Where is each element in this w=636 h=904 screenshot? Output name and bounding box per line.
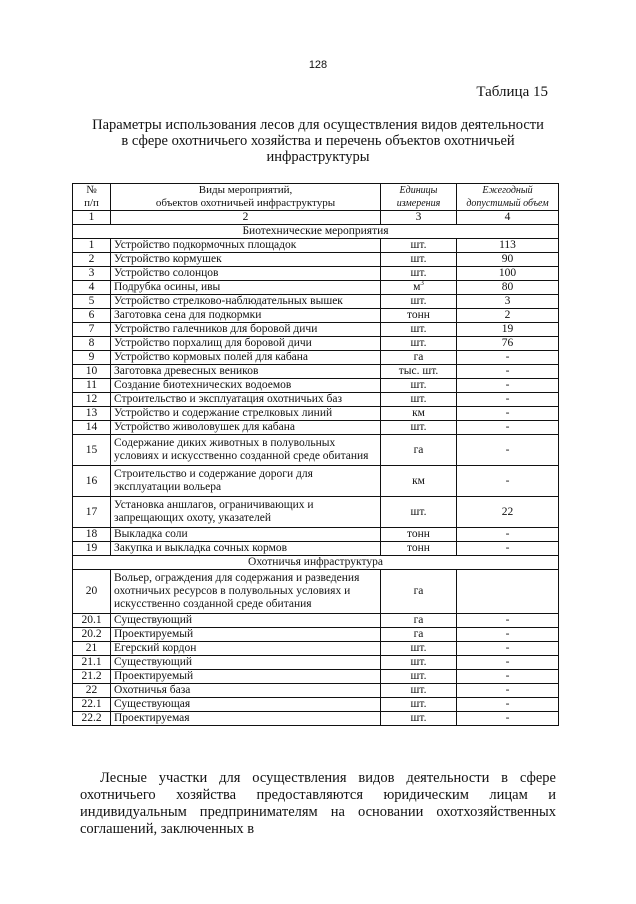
unit-text: тонн xyxy=(407,309,430,321)
header-text: допустимый объем xyxy=(466,198,549,209)
table-row xyxy=(73,670,559,684)
annual-volume: - xyxy=(457,656,559,670)
row-number: 15 xyxy=(73,435,111,466)
body-paragraph: Лесные участки для осуществления видов деятельности в сфере охотничьего хозяйства предоставляются юридическим лицам и индивидуальным предпринимателям на основании охотхозяйственных соглашений, заключенных в xyxy=(80,770,556,837)
unit-text: км xyxy=(412,407,425,419)
unit-text: шт. xyxy=(410,267,427,279)
activity-name-line: искусственно созданной среде обитания xyxy=(114,598,312,610)
unit-text: шт. xyxy=(410,323,427,335)
row-number: 18 xyxy=(73,528,111,542)
unit-text: шт. xyxy=(410,295,427,307)
column-number: 3 xyxy=(381,211,457,225)
row-number: 5 xyxy=(73,295,111,309)
annual-volume: - xyxy=(457,393,559,407)
annual-volume: - xyxy=(457,542,559,556)
table-row xyxy=(73,656,559,670)
row-number: 17 xyxy=(73,497,111,528)
unit: шт. xyxy=(381,698,457,712)
unit: шт. xyxy=(381,656,457,670)
activity-name: Заготовка сена для подкормки xyxy=(111,309,381,323)
header-row xyxy=(73,184,559,211)
annual-volume: 19 xyxy=(457,323,559,337)
unit-text: га xyxy=(413,351,424,363)
table-row xyxy=(73,393,559,407)
row-number: 14 xyxy=(73,421,111,435)
section-row xyxy=(73,556,559,570)
table-row xyxy=(73,351,559,365)
activity-name-line: Установка аншлагов, ограничивающих и xyxy=(114,499,314,511)
annual-volume: - xyxy=(457,614,559,628)
caption-line: Параметры использования лесов для осуществления видов деятельности xyxy=(92,117,544,133)
annual-volume: - xyxy=(457,379,559,393)
unit: га xyxy=(381,628,457,642)
unit-text: шт. xyxy=(410,239,427,251)
activity-name: Устройство кормовых полей для кабана xyxy=(111,351,381,365)
unit-text: шт. xyxy=(410,393,427,405)
unit xyxy=(381,267,457,281)
annual-volume: 80 xyxy=(457,281,559,295)
column-number: 1 xyxy=(73,211,111,225)
row-number: 22.2 xyxy=(73,712,111,726)
table-row xyxy=(73,337,559,351)
unit xyxy=(381,309,457,323)
unit-text: м xyxy=(413,281,421,293)
activity-name-line: условиях и искусственно созданной среде обитания xyxy=(114,450,369,462)
header-text: Виды мероприятий, xyxy=(198,184,293,196)
table-label: Таблица 15 xyxy=(476,84,548,100)
activity-name-line: охотничьих ресурсов в полувольных условиях и xyxy=(114,585,351,597)
unit: шт. xyxy=(381,712,457,726)
annual-volume: - xyxy=(457,407,559,421)
annual-volume: - xyxy=(457,421,559,435)
caption-line: инфраструктуры xyxy=(266,149,370,165)
table-row xyxy=(73,323,559,337)
activity-name: Егерский кордон xyxy=(111,642,381,656)
header-volume xyxy=(457,184,559,211)
unit: га xyxy=(381,614,457,628)
table-row xyxy=(73,253,559,267)
row-number: 21 xyxy=(73,642,111,656)
column-number: 4 xyxy=(457,211,559,225)
unit: шт. xyxy=(381,497,457,528)
row-number: 16 xyxy=(73,466,111,497)
activity-name: Существующий xyxy=(111,656,381,670)
column-number-row xyxy=(73,211,559,225)
section-title: Биотехнические мероприятия xyxy=(73,225,559,239)
row-number: 22.1 xyxy=(73,698,111,712)
row-number: 9 xyxy=(73,351,111,365)
activity-name: Устройство подкормочных площадок xyxy=(111,239,381,253)
table-row xyxy=(73,407,559,421)
activity-name: Строительство и эксплуатация охотничьих баз xyxy=(111,393,381,407)
unit-superscript: 3 xyxy=(420,279,424,288)
row-number: 10 xyxy=(73,365,111,379)
unit xyxy=(381,379,457,393)
unit xyxy=(381,295,457,309)
unit: км xyxy=(381,466,457,497)
unit: тонн xyxy=(381,542,457,556)
annual-volume: 100 xyxy=(457,267,559,281)
activity-name-line: Вольер, ограждения для содержания и разведения xyxy=(114,572,360,584)
row-number: 6 xyxy=(73,309,111,323)
table-row xyxy=(73,365,559,379)
unit-text: шт. xyxy=(410,421,427,433)
unit-text: шт. xyxy=(410,379,427,391)
table-row xyxy=(73,712,559,726)
unit: шт. xyxy=(381,670,457,684)
activity-name xyxy=(111,570,381,614)
activity-name: Подрубка осины, ивы xyxy=(111,281,381,295)
annual-volume: - xyxy=(457,642,559,656)
table-row xyxy=(73,267,559,281)
annual-volume: - xyxy=(457,628,559,642)
activity-name: Существующий xyxy=(111,614,381,628)
unit-text: тыс. шт. xyxy=(398,365,439,377)
activity-name: Существующая xyxy=(111,698,381,712)
header-number xyxy=(73,184,111,211)
annual-volume: - xyxy=(457,365,559,379)
table-row xyxy=(73,542,559,556)
unit xyxy=(381,365,457,379)
row-number: 11 xyxy=(73,379,111,393)
table-row xyxy=(73,642,559,656)
activity-name: Устройство и содержание стрелковых линий xyxy=(111,407,381,421)
activity-name: Устройство порхалищ для боровой дичи xyxy=(111,337,381,351)
table-row xyxy=(73,466,559,497)
caption-line: в сфере охотничьего хозяйства и перечень объектов охотничьей xyxy=(121,133,515,149)
table-caption xyxy=(70,117,566,165)
header-text: № xyxy=(86,184,97,196)
header-activity xyxy=(111,184,381,211)
annual-volume: - xyxy=(457,528,559,542)
row-number: 12 xyxy=(73,393,111,407)
annual-volume: 113 xyxy=(457,239,559,253)
row-number: 1 xyxy=(73,239,111,253)
table-row xyxy=(73,684,559,698)
row-number: 19 xyxy=(73,542,111,556)
unit: шт. xyxy=(381,642,457,656)
page-number: 128 xyxy=(308,59,328,71)
activity-name: Закупка и выкладка сочных кормов xyxy=(111,542,381,556)
header-text: объектов охотничьей инфраструктуры xyxy=(155,197,336,209)
header-text: п/п xyxy=(84,197,99,209)
unit: га xyxy=(381,570,457,614)
activity-name xyxy=(111,435,381,466)
unit xyxy=(381,239,457,253)
table-row xyxy=(73,614,559,628)
annual-volume xyxy=(457,570,559,614)
unit xyxy=(381,281,457,295)
table-row xyxy=(73,281,559,295)
activity-name xyxy=(111,466,381,497)
unit-text: шт. xyxy=(410,337,427,349)
annual-volume: - xyxy=(457,698,559,712)
unit xyxy=(381,323,457,337)
annual-volume: 2 xyxy=(457,309,559,323)
table-row xyxy=(73,570,559,614)
table-row xyxy=(73,379,559,393)
unit-text: шт. xyxy=(410,253,427,265)
unit xyxy=(381,407,457,421)
annual-volume: - xyxy=(457,712,559,726)
activity-name-line: Содержание диких животных в полувольных xyxy=(114,437,336,449)
table-row xyxy=(73,239,559,253)
table-row xyxy=(73,698,559,712)
row-number: 21.2 xyxy=(73,670,111,684)
activity-name-line: эксплуатации вольера xyxy=(114,481,222,493)
activity-name: Заготовка древесных веников xyxy=(111,365,381,379)
activity-name-line: Строительство и содержание дороги для xyxy=(114,468,313,480)
header-text: измерения xyxy=(396,198,441,209)
table-row xyxy=(73,309,559,323)
section-title: Охотничья инфраструктура xyxy=(73,556,559,570)
activity-name: Устройство кормушек xyxy=(111,253,381,267)
annual-volume: 76 xyxy=(457,337,559,351)
row-number: 20.1 xyxy=(73,614,111,628)
row-number: 22 xyxy=(73,684,111,698)
activity-name: Устройство стрелково-наблюдательных вышек xyxy=(111,295,381,309)
row-number: 21.1 xyxy=(73,656,111,670)
annual-volume: - xyxy=(457,670,559,684)
annual-volume: - xyxy=(457,684,559,698)
column-number: 2 xyxy=(111,211,381,225)
activity-name: Устройство галечников для боровой дичи xyxy=(111,323,381,337)
row-number: 13 xyxy=(73,407,111,421)
table-row xyxy=(73,628,559,642)
row-number: 20 xyxy=(73,570,111,614)
activities-table xyxy=(72,183,559,726)
unit: га xyxy=(381,435,457,466)
activity-name: Выкладка соли xyxy=(111,528,381,542)
annual-volume: - xyxy=(457,351,559,365)
activity-name xyxy=(111,497,381,528)
activity-name-line: запрещающих охоту, указателей xyxy=(114,512,272,524)
unit: тонн xyxy=(381,528,457,542)
table-row xyxy=(73,528,559,542)
unit xyxy=(381,393,457,407)
row-number: 7 xyxy=(73,323,111,337)
row-number: 20.2 xyxy=(73,628,111,642)
table-row xyxy=(73,421,559,435)
table-row xyxy=(73,497,559,528)
unit: шт. xyxy=(381,684,457,698)
activity-name: Проектируемая xyxy=(111,712,381,726)
unit xyxy=(381,351,457,365)
row-number: 4 xyxy=(73,281,111,295)
activity-name: Устройство солонцов xyxy=(111,267,381,281)
table-row xyxy=(73,295,559,309)
header-text: Ежегодный xyxy=(482,185,533,196)
activity-name: Создание биотехнических водоемов xyxy=(111,379,381,393)
annual-volume: 22 xyxy=(457,497,559,528)
row-number: 2 xyxy=(73,253,111,267)
row-number: 8 xyxy=(73,337,111,351)
header-text: Единицы xyxy=(399,185,438,196)
unit xyxy=(381,337,457,351)
activity-name: Проектируемый xyxy=(111,628,381,642)
activity-name: Охотничья база xyxy=(111,684,381,698)
unit xyxy=(381,253,457,267)
annual-volume: 90 xyxy=(457,253,559,267)
annual-volume: - xyxy=(457,466,559,497)
header-unit xyxy=(381,184,457,211)
annual-volume: - xyxy=(457,435,559,466)
activity-name: Проектируемый xyxy=(111,670,381,684)
row-number: 3 xyxy=(73,267,111,281)
table-row xyxy=(73,435,559,466)
annual-volume: 3 xyxy=(457,295,559,309)
section-row xyxy=(73,225,559,239)
unit xyxy=(381,421,457,435)
activity-name: Устройство живоловушек для кабана xyxy=(111,421,381,435)
